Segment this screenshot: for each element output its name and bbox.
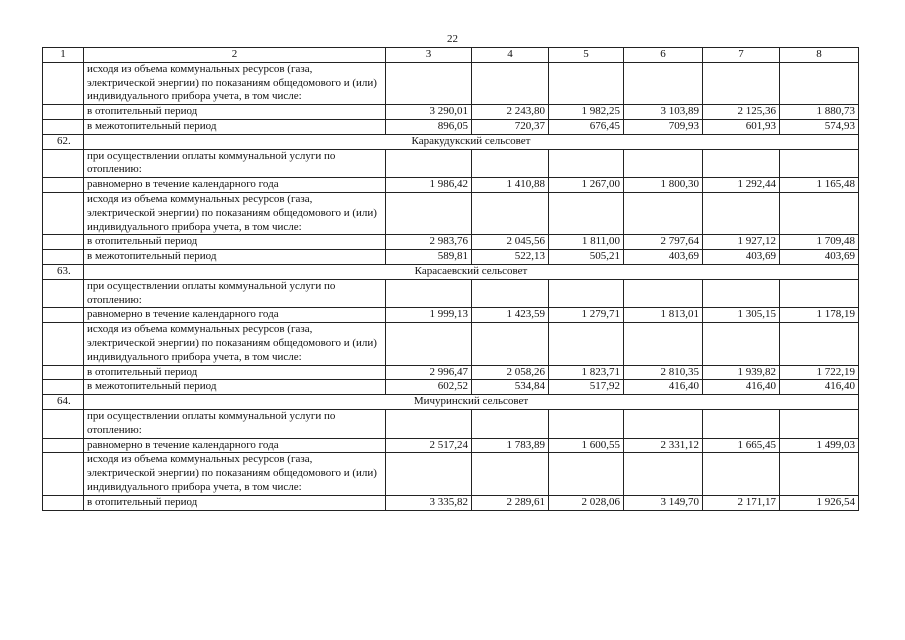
empty-cell (780, 62, 859, 104)
value-cell: 1 499,03 (780, 438, 859, 453)
section-row (43, 264, 859, 279)
table-row (43, 380, 859, 395)
value-cell: 896,05 (386, 119, 472, 134)
value-cell: 1 722,19 (780, 365, 859, 380)
empty-cell (624, 279, 703, 308)
value-cell: 517,92 (549, 380, 624, 395)
table-row (43, 105, 859, 120)
table-row (43, 119, 859, 134)
empty-cell (43, 178, 84, 193)
table-row (43, 438, 859, 453)
table-body (43, 48, 859, 511)
empty-cell (703, 323, 780, 365)
value-cell: 2 028,06 (549, 495, 624, 510)
value-cell: 574,93 (780, 119, 859, 134)
row-label: в отопительный период (84, 365, 386, 380)
value-cell: 1 267,00 (549, 178, 624, 193)
value-cell: 589,81 (386, 250, 472, 265)
empty-cell (703, 279, 780, 308)
value-cell: 1 410,88 (472, 178, 549, 193)
value-cell: 522,13 (472, 250, 549, 265)
value-cell: 1 178,19 (780, 308, 859, 323)
empty-cell (703, 62, 780, 104)
row-description: при осуществлении оплаты коммунальной услуги по отоплению: (84, 279, 386, 308)
empty-cell (43, 235, 84, 250)
value-cell: 720,37 (472, 119, 549, 134)
section-title: Мичуринский сельсовет (84, 395, 859, 410)
section-title: Карасаевский сельсовет (84, 264, 859, 279)
empty-cell (624, 62, 703, 104)
empty-cell (780, 453, 859, 495)
value-cell: 1 665,45 (703, 438, 780, 453)
value-cell: 1 165,48 (780, 178, 859, 193)
empty-cell (386, 323, 472, 365)
empty-cell (780, 409, 859, 438)
empty-cell (43, 62, 84, 104)
row-description: исходя из объема коммунальных ресурсов (газа, электрической энергии) по показаниям общедомового и (или) индивидуального прибора учета, в том числе: (84, 192, 386, 234)
empty-cell (549, 279, 624, 308)
empty-cell (43, 308, 84, 323)
empty-cell (43, 105, 84, 120)
row-description: при осуществлении оплаты коммунальной услуги по отоплению: (84, 149, 386, 178)
section-title: Каракудукский сельсовет (84, 134, 859, 149)
row-label: равномерно в течение календарного года (84, 308, 386, 323)
empty-cell (703, 192, 780, 234)
empty-cell (43, 495, 84, 510)
value-cell: 676,45 (549, 119, 624, 134)
empty-cell (472, 409, 549, 438)
empty-cell (780, 149, 859, 178)
value-cell: 2 797,64 (624, 235, 703, 250)
value-cell: 1 783,89 (472, 438, 549, 453)
value-cell: 2 810,35 (624, 365, 703, 380)
value-cell: 416,40 (624, 380, 703, 395)
value-cell: 403,69 (703, 250, 780, 265)
description-row (43, 192, 859, 234)
value-cell: 1 423,59 (472, 308, 549, 323)
value-cell: 1 279,71 (549, 308, 624, 323)
empty-cell (43, 380, 84, 395)
value-cell: 2 289,61 (472, 495, 549, 510)
row-description: при осуществлении оплаты коммунальной услуги по отоплению: (84, 409, 386, 438)
value-cell: 2 171,17 (703, 495, 780, 510)
empty-cell (780, 323, 859, 365)
table-row (43, 178, 859, 193)
value-cell: 2 058,26 (472, 365, 549, 380)
column-header: 5 (549, 48, 624, 63)
value-cell: 3 290,01 (386, 105, 472, 120)
column-header: 7 (703, 48, 780, 63)
row-label: равномерно в течение календарного года (84, 178, 386, 193)
empty-cell (472, 149, 549, 178)
empty-cell (386, 192, 472, 234)
value-cell: 1 305,15 (703, 308, 780, 323)
value-cell: 1 999,13 (386, 308, 472, 323)
row-label: в отопительный период (84, 105, 386, 120)
empty-cell (472, 323, 549, 365)
value-cell: 2 331,12 (624, 438, 703, 453)
empty-cell (472, 62, 549, 104)
empty-cell (624, 192, 703, 234)
empty-cell (43, 409, 84, 438)
column-header: 1 (43, 48, 84, 63)
table-row (43, 365, 859, 380)
value-cell: 1 926,54 (780, 495, 859, 510)
empty-cell (472, 192, 549, 234)
value-cell: 3 335,82 (386, 495, 472, 510)
row-label: в отопительный период (84, 235, 386, 250)
empty-cell (386, 149, 472, 178)
value-cell: 534,84 (472, 380, 549, 395)
empty-cell (43, 438, 84, 453)
value-cell: 1 927,12 (703, 235, 780, 250)
empty-cell (624, 323, 703, 365)
empty-cell (43, 279, 84, 308)
page-number: 22 (447, 33, 458, 45)
value-cell: 1 811,00 (549, 235, 624, 250)
description-row (43, 279, 859, 308)
empty-cell (703, 409, 780, 438)
empty-cell (43, 149, 84, 178)
row-description: исходя из объема коммунальных ресурсов (газа, электрической энергии) по показаниям общедомового и (или) индивидуального прибора учета, в том числе: (84, 323, 386, 365)
table-row (43, 250, 859, 265)
value-cell: 2 983,76 (386, 235, 472, 250)
empty-cell (386, 279, 472, 308)
value-cell: 1 880,73 (780, 105, 859, 120)
empty-cell (624, 453, 703, 495)
empty-cell (624, 409, 703, 438)
empty-cell (549, 192, 624, 234)
section-index: 64. (43, 395, 84, 410)
empty-cell (472, 279, 549, 308)
empty-cell (43, 250, 84, 265)
header-row (43, 48, 859, 63)
value-cell: 1 600,55 (549, 438, 624, 453)
value-cell: 3 149,70 (624, 495, 703, 510)
empty-cell (780, 192, 859, 234)
value-cell: 403,69 (624, 250, 703, 265)
value-cell: 2 243,80 (472, 105, 549, 120)
column-header: 6 (624, 48, 703, 63)
section-index: 62. (43, 134, 84, 149)
value-cell: 2 125,36 (703, 105, 780, 120)
description-row (43, 323, 859, 365)
row-label: в межотопительный период (84, 250, 386, 265)
value-cell: 2 517,24 (386, 438, 472, 453)
empty-cell (780, 279, 859, 308)
empty-cell (703, 453, 780, 495)
column-header: 8 (780, 48, 859, 63)
empty-cell (703, 149, 780, 178)
value-cell: 1 709,48 (780, 235, 859, 250)
empty-cell (43, 119, 84, 134)
row-label: в отопительный период (84, 495, 386, 510)
empty-cell (549, 149, 624, 178)
table-row (43, 495, 859, 510)
value-cell: 1 986,42 (386, 178, 472, 193)
value-cell: 3 103,89 (624, 105, 703, 120)
description-row (43, 409, 859, 438)
value-cell: 602,52 (386, 380, 472, 395)
tariff-table (42, 47, 859, 511)
value-cell: 403,69 (780, 250, 859, 265)
empty-cell (549, 453, 624, 495)
empty-cell (549, 409, 624, 438)
empty-cell (549, 62, 624, 104)
empty-cell (386, 409, 472, 438)
empty-cell (43, 453, 84, 495)
value-cell: 416,40 (703, 380, 780, 395)
column-header: 4 (472, 48, 549, 63)
value-cell: 1 939,82 (703, 365, 780, 380)
description-row (43, 62, 859, 104)
value-cell: 1 800,30 (624, 178, 703, 193)
row-label: в межотопительный период (84, 119, 386, 134)
empty-cell (549, 323, 624, 365)
empty-cell (472, 453, 549, 495)
section-row (43, 134, 859, 149)
value-cell: 416,40 (780, 380, 859, 395)
empty-cell (386, 453, 472, 495)
value-cell: 2 996,47 (386, 365, 472, 380)
empty-cell (386, 62, 472, 104)
column-header: 2 (84, 48, 386, 63)
value-cell: 601,93 (703, 119, 780, 134)
value-cell: 1 823,71 (549, 365, 624, 380)
row-label: равномерно в течение календарного года (84, 438, 386, 453)
empty-cell (43, 365, 84, 380)
table-row (43, 235, 859, 250)
value-cell: 2 045,56 (472, 235, 549, 250)
empty-cell (43, 323, 84, 365)
value-cell: 1 982,25 (549, 105, 624, 120)
row-description: исходя из объема коммунальных ресурсов (газа, электрической энергии) по показаниям общедомового и (или) индивидуального прибора учета, в том числе: (84, 62, 386, 104)
empty-cell (624, 149, 703, 178)
row-description: исходя из объема коммунальных ресурсов (газа, электрической энергии) по показаниям общедомового и (или) индивидуального прибора учета, в том числе: (84, 453, 386, 495)
value-cell: 1 292,44 (703, 178, 780, 193)
column-header: 3 (386, 48, 472, 63)
row-label: в межотопительный период (84, 380, 386, 395)
section-row (43, 395, 859, 410)
value-cell: 709,93 (624, 119, 703, 134)
value-cell: 505,21 (549, 250, 624, 265)
description-row (43, 149, 859, 178)
value-cell: 1 813,01 (624, 308, 703, 323)
table-row (43, 308, 859, 323)
section-index: 63. (43, 264, 84, 279)
empty-cell (43, 192, 84, 234)
description-row (43, 453, 859, 495)
